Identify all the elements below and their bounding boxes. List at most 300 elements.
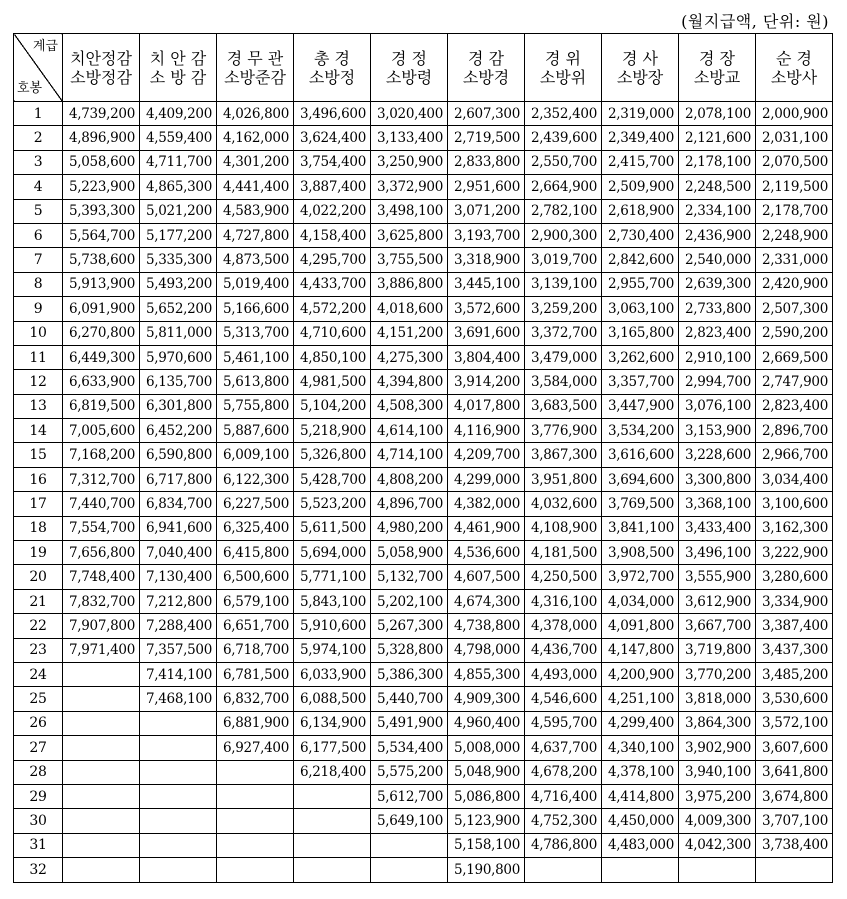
salary-cell: 4,483,000 bbox=[602, 833, 679, 857]
salary-cell bbox=[217, 858, 294, 882]
salary-cell: 4,716,400 bbox=[525, 784, 602, 808]
salary-cell: 3,076,100 bbox=[679, 394, 756, 418]
salary-cell: 3,625,800 bbox=[371, 223, 448, 247]
salary-cell: 6,325,400 bbox=[217, 516, 294, 540]
salary-cell: 3,372,700 bbox=[525, 321, 602, 345]
salary-cell: 4,151,200 bbox=[371, 321, 448, 345]
salary-cell bbox=[140, 858, 217, 882]
salary-cell: 3,479,000 bbox=[525, 345, 602, 369]
salary-cell: 6,088,500 bbox=[294, 687, 371, 711]
salary-cell: 4,394,800 bbox=[371, 370, 448, 394]
salary-cell bbox=[63, 784, 140, 808]
salary-cell bbox=[63, 809, 140, 833]
salary-cell: 2,733,800 bbox=[679, 297, 756, 321]
salary-cell: 5,021,200 bbox=[140, 199, 217, 223]
salary-cell: 3,222,900 bbox=[756, 541, 833, 565]
salary-cell: 3,572,100 bbox=[756, 711, 833, 735]
table-row bbox=[14, 492, 833, 516]
salary-cell: 5,613,800 bbox=[217, 370, 294, 394]
salary-cell: 6,227,500 bbox=[217, 492, 294, 516]
salary-cell: 5,694,000 bbox=[294, 541, 371, 565]
salary-cell bbox=[294, 809, 371, 833]
table-row bbox=[14, 175, 833, 199]
salary-cell: 5,202,100 bbox=[371, 589, 448, 613]
salary-cell: 6,881,900 bbox=[217, 711, 294, 735]
salary-cell: 3,139,100 bbox=[525, 272, 602, 296]
salary-cell: 3,612,900 bbox=[679, 589, 756, 613]
table-row bbox=[14, 126, 833, 150]
salary-cell: 5,058,600 bbox=[63, 150, 140, 174]
salary-cell: 3,498,100 bbox=[371, 199, 448, 223]
salary-cell bbox=[371, 858, 448, 882]
salary-cell: 3,738,400 bbox=[756, 833, 833, 857]
salary-cell: 4,798,000 bbox=[448, 638, 525, 662]
salary-cell: 3,445,100 bbox=[448, 272, 525, 296]
salary-cell: 6,134,900 bbox=[294, 711, 371, 735]
salary-cell: 7,468,100 bbox=[140, 687, 217, 711]
table-row bbox=[14, 394, 833, 418]
salary-cell: 3,864,300 bbox=[679, 711, 756, 735]
salary-cell: 2,119,500 bbox=[756, 175, 833, 199]
fire-rank-label: 소방정 bbox=[308, 67, 356, 87]
salary-cell: 3,770,200 bbox=[679, 662, 756, 686]
salary-cell: 3,034,400 bbox=[756, 467, 833, 491]
salary-cell: 5,166,600 bbox=[217, 297, 294, 321]
salary-cell: 5,267,300 bbox=[371, 614, 448, 638]
salary-cell: 2,178,100 bbox=[679, 150, 756, 174]
salary-cell bbox=[294, 833, 371, 857]
step-number-cell: 3 bbox=[14, 150, 63, 174]
salary-cell: 5,058,900 bbox=[371, 541, 448, 565]
salary-cell: 3,165,800 bbox=[602, 321, 679, 345]
salary-cell: 2,607,300 bbox=[448, 102, 525, 126]
salary-cell: 7,005,600 bbox=[63, 419, 140, 443]
salary-cell: 5,335,300 bbox=[140, 248, 217, 272]
step-number-cell: 17 bbox=[14, 492, 63, 516]
salary-cell: 4,865,300 bbox=[140, 175, 217, 199]
salary-cell: 3,020,400 bbox=[371, 102, 448, 126]
police-rank-label: 치 안 감 bbox=[149, 48, 207, 68]
salary-cell: 3,262,600 bbox=[602, 345, 679, 369]
salary-cell: 3,754,400 bbox=[294, 150, 371, 174]
salary-cell: 2,248,500 bbox=[679, 175, 756, 199]
rank-label: 계급 bbox=[32, 39, 58, 54]
salary-cell: 3,886,800 bbox=[371, 272, 448, 296]
salary-cell bbox=[140, 784, 217, 808]
salary-cell: 3,951,800 bbox=[525, 467, 602, 491]
salary-cell: 7,832,700 bbox=[63, 589, 140, 613]
salary-cell: 4,711,700 bbox=[140, 150, 217, 174]
step-number-cell: 2 bbox=[14, 126, 63, 150]
salary-cell: 4,873,500 bbox=[217, 248, 294, 272]
salary-cell: 3,387,400 bbox=[756, 614, 833, 638]
table-row bbox=[14, 687, 833, 711]
police-rank-label: 경 무 관 bbox=[226, 48, 284, 68]
table-row bbox=[14, 784, 833, 808]
salary-cell: 2,415,700 bbox=[602, 150, 679, 174]
salary-cell: 5,974,100 bbox=[294, 638, 371, 662]
salary-table bbox=[13, 33, 833, 883]
step-number-cell: 26 bbox=[14, 711, 63, 735]
salary-cell: 5,313,700 bbox=[217, 321, 294, 345]
salary-cell: 3,572,600 bbox=[448, 297, 525, 321]
salary-cell: 5,493,200 bbox=[140, 272, 217, 296]
salary-cell: 3,100,600 bbox=[756, 492, 833, 516]
salary-cell: 5,326,800 bbox=[294, 443, 371, 467]
salary-cell: 3,496,600 bbox=[294, 102, 371, 126]
salary-cell: 3,641,800 bbox=[756, 760, 833, 784]
salary-cell: 5,428,700 bbox=[294, 467, 371, 491]
salary-cell: 4,546,600 bbox=[525, 687, 602, 711]
salary-cell: 5,738,600 bbox=[63, 248, 140, 272]
salary-cell: 4,316,100 bbox=[525, 589, 602, 613]
table-row bbox=[14, 223, 833, 247]
salary-cell: 2,747,900 bbox=[756, 370, 833, 394]
table-row bbox=[14, 150, 833, 174]
salary-cell: 5,755,800 bbox=[217, 394, 294, 418]
salary-cell: 2,966,700 bbox=[756, 443, 833, 467]
salary-cell: 4,738,800 bbox=[448, 614, 525, 638]
salary-cell: 4,607,500 bbox=[448, 565, 525, 589]
step-number-cell: 14 bbox=[14, 419, 63, 443]
fire-rank-label: 소방사 bbox=[770, 67, 818, 87]
fire-rank-label: 소방정감 bbox=[70, 67, 132, 87]
salary-cell: 7,168,200 bbox=[63, 443, 140, 467]
salary-cell bbox=[63, 711, 140, 735]
salary-cell: 5,534,400 bbox=[371, 736, 448, 760]
column-header bbox=[63, 34, 140, 102]
salary-cell: 3,694,600 bbox=[602, 467, 679, 491]
salary-cell: 2,031,100 bbox=[756, 126, 833, 150]
salary-cell: 5,910,600 bbox=[294, 614, 371, 638]
salary-cell: 3,804,400 bbox=[448, 345, 525, 369]
salary-cell bbox=[63, 833, 140, 857]
salary-cell bbox=[140, 833, 217, 857]
police-rank-label: 경 사 bbox=[622, 48, 658, 68]
table-row bbox=[14, 809, 833, 833]
salary-cell: 6,135,700 bbox=[140, 370, 217, 394]
salary-cell: 3,683,500 bbox=[525, 394, 602, 418]
fire-rank-label: 소 방 감 bbox=[149, 67, 207, 87]
salary-cell: 3,071,200 bbox=[448, 199, 525, 223]
step-number-cell: 22 bbox=[14, 614, 63, 638]
salary-cell: 2,436,900 bbox=[679, 223, 756, 247]
corner-header-cell bbox=[14, 34, 63, 102]
step-number-cell: 13 bbox=[14, 394, 63, 418]
salary-cell: 4,714,100 bbox=[371, 443, 448, 467]
police-rank-label: 순 경 bbox=[776, 48, 812, 68]
salary-cell: 6,301,800 bbox=[140, 394, 217, 418]
salary-cell bbox=[525, 858, 602, 882]
salary-cell: 4,026,800 bbox=[217, 102, 294, 126]
table-row bbox=[14, 541, 833, 565]
salary-cell: 5,491,900 bbox=[371, 711, 448, 735]
step-number-cell: 7 bbox=[14, 248, 63, 272]
salary-cell: 2,730,400 bbox=[602, 223, 679, 247]
salary-cell: 5,019,400 bbox=[217, 272, 294, 296]
police-rank-label: 총 경 bbox=[314, 48, 350, 68]
salary-cell: 4,674,300 bbox=[448, 589, 525, 613]
salary-cell bbox=[63, 760, 140, 784]
step-number-cell: 12 bbox=[14, 370, 63, 394]
salary-cell: 4,614,100 bbox=[371, 419, 448, 443]
salary-cell: 4,508,300 bbox=[371, 394, 448, 418]
table-row bbox=[14, 248, 833, 272]
column-header bbox=[448, 34, 525, 102]
salary-cell: 6,834,700 bbox=[140, 492, 217, 516]
fire-rank-label: 소방준감 bbox=[224, 67, 286, 87]
salary-cell: 2,439,600 bbox=[525, 126, 602, 150]
salary-cell: 5,177,200 bbox=[140, 223, 217, 247]
salary-cell: 2,823,400 bbox=[756, 394, 833, 418]
salary-cell: 4,450,000 bbox=[602, 809, 679, 833]
table-row bbox=[14, 516, 833, 540]
table-row bbox=[14, 638, 833, 662]
salary-cell: 2,719,500 bbox=[448, 126, 525, 150]
salary-cell: 4,295,700 bbox=[294, 248, 371, 272]
column-header bbox=[371, 34, 448, 102]
step-number-cell: 11 bbox=[14, 345, 63, 369]
salary-cell: 2,664,900 bbox=[525, 175, 602, 199]
salary-cell: 3,063,100 bbox=[602, 297, 679, 321]
table-row bbox=[14, 833, 833, 857]
salary-cell: 3,616,600 bbox=[602, 443, 679, 467]
salary-cell: 3,914,200 bbox=[448, 370, 525, 394]
salary-cell: 7,971,400 bbox=[63, 638, 140, 662]
salary-cell: 3,162,300 bbox=[756, 516, 833, 540]
salary-cell: 3,908,500 bbox=[602, 541, 679, 565]
salary-cell: 3,769,500 bbox=[602, 492, 679, 516]
salary-cell: 3,818,000 bbox=[679, 687, 756, 711]
salary-cell: 2,319,000 bbox=[602, 102, 679, 126]
salary-cell: 4,382,000 bbox=[448, 492, 525, 516]
salary-cell: 5,649,100 bbox=[371, 809, 448, 833]
salary-cell: 4,009,300 bbox=[679, 809, 756, 833]
table-row bbox=[14, 589, 833, 613]
salary-cell: 4,461,900 bbox=[448, 516, 525, 540]
salary-cell: 7,288,400 bbox=[140, 614, 217, 638]
salary-cell: 2,639,300 bbox=[679, 272, 756, 296]
salary-cell: 6,941,600 bbox=[140, 516, 217, 540]
salary-cell: 5,913,900 bbox=[63, 272, 140, 296]
step-number-cell: 4 bbox=[14, 175, 63, 199]
salary-cell bbox=[140, 760, 217, 784]
salary-cell bbox=[217, 809, 294, 833]
salary-cell: 3,555,900 bbox=[679, 565, 756, 589]
fire-rank-label: 소방령 bbox=[385, 67, 433, 87]
table-row bbox=[14, 467, 833, 491]
salary-cell: 3,250,900 bbox=[371, 150, 448, 174]
salary-cell: 3,584,000 bbox=[525, 370, 602, 394]
salary-cell: 2,550,700 bbox=[525, 150, 602, 174]
salary-cell: 4,896,700 bbox=[371, 492, 448, 516]
salary-cell: 2,331,000 bbox=[756, 248, 833, 272]
salary-cell: 5,575,200 bbox=[371, 760, 448, 784]
salary-cell: 4,637,700 bbox=[525, 736, 602, 760]
salary-cell: 4,572,200 bbox=[294, 297, 371, 321]
salary-cell: 5,218,900 bbox=[294, 419, 371, 443]
salary-cell: 6,270,800 bbox=[63, 321, 140, 345]
table-row bbox=[14, 760, 833, 784]
salary-cell: 6,009,100 bbox=[217, 443, 294, 467]
column-header bbox=[217, 34, 294, 102]
salary-cell: 3,368,100 bbox=[679, 492, 756, 516]
salary-cell: 5,008,000 bbox=[448, 736, 525, 760]
salary-cell: 2,349,400 bbox=[602, 126, 679, 150]
table-row bbox=[14, 370, 833, 394]
salary-cell: 5,123,900 bbox=[448, 809, 525, 833]
salary-cell: 5,771,100 bbox=[294, 565, 371, 589]
salary-cell: 5,523,200 bbox=[294, 492, 371, 516]
table-row bbox=[14, 102, 833, 126]
step-number-cell: 28 bbox=[14, 760, 63, 784]
salary-cell: 6,033,900 bbox=[294, 662, 371, 686]
salary-cell: 2,842,600 bbox=[602, 248, 679, 272]
salary-cell: 3,153,900 bbox=[679, 419, 756, 443]
salary-cell bbox=[63, 858, 140, 882]
salary-cell: 5,612,700 bbox=[371, 784, 448, 808]
column-header bbox=[679, 34, 756, 102]
table-row bbox=[14, 345, 833, 369]
table-body bbox=[14, 102, 833, 883]
salary-cell: 4,896,900 bbox=[63, 126, 140, 150]
salary-cell: 3,607,600 bbox=[756, 736, 833, 760]
salary-cell bbox=[63, 687, 140, 711]
salary-cell: 4,727,800 bbox=[217, 223, 294, 247]
salary-cell: 6,415,800 bbox=[217, 541, 294, 565]
table-row bbox=[14, 614, 833, 638]
salary-cell: 4,108,900 bbox=[525, 516, 602, 540]
step-number-cell: 19 bbox=[14, 541, 63, 565]
salary-cell: 3,228,600 bbox=[679, 443, 756, 467]
step-number-cell: 9 bbox=[14, 297, 63, 321]
salary-cell: 5,461,100 bbox=[217, 345, 294, 369]
salary-cell: 3,902,900 bbox=[679, 736, 756, 760]
salary-cell: 4,091,800 bbox=[602, 614, 679, 638]
table-row bbox=[14, 662, 833, 686]
salary-cell: 2,951,600 bbox=[448, 175, 525, 199]
salary-cell: 4,710,600 bbox=[294, 321, 371, 345]
table-row bbox=[14, 419, 833, 443]
salary-cell: 3,867,300 bbox=[525, 443, 602, 467]
step-number-cell: 29 bbox=[14, 784, 63, 808]
salary-cell: 4,678,200 bbox=[525, 760, 602, 784]
salary-cell: 4,409,200 bbox=[140, 102, 217, 126]
salary-cell: 7,130,400 bbox=[140, 565, 217, 589]
salary-cell: 6,633,900 bbox=[63, 370, 140, 394]
salary-cell: 5,440,700 bbox=[371, 687, 448, 711]
salary-cell: 4,299,000 bbox=[448, 467, 525, 491]
salary-cell: 2,955,700 bbox=[602, 272, 679, 296]
salary-cell: 4,583,900 bbox=[217, 199, 294, 223]
police-rank-label: 경 정 bbox=[391, 48, 427, 68]
salary-cell: 4,981,500 bbox=[294, 370, 371, 394]
salary-cell: 2,248,900 bbox=[756, 223, 833, 247]
step-label: 호봉 bbox=[17, 81, 43, 96]
salary-cell: 2,823,400 bbox=[679, 321, 756, 345]
step-number-cell: 6 bbox=[14, 223, 63, 247]
salary-cell: 2,070,500 bbox=[756, 150, 833, 174]
salary-cell: 4,042,300 bbox=[679, 833, 756, 857]
salary-cell: 2,910,100 bbox=[679, 345, 756, 369]
salary-cell: 5,970,600 bbox=[140, 345, 217, 369]
salary-cell: 3,433,400 bbox=[679, 516, 756, 540]
salary-cell bbox=[679, 858, 756, 882]
salary-cell: 7,554,700 bbox=[63, 516, 140, 540]
salary-cell: 3,447,900 bbox=[602, 394, 679, 418]
step-number-cell: 25 bbox=[14, 687, 63, 711]
step-number-cell: 1 bbox=[14, 102, 63, 126]
salary-cell bbox=[217, 784, 294, 808]
salary-cell: 5,190,800 bbox=[448, 858, 525, 882]
salary-cell: 3,674,800 bbox=[756, 784, 833, 808]
salary-cell: 3,193,700 bbox=[448, 223, 525, 247]
salary-cell: 4,441,400 bbox=[217, 175, 294, 199]
salary-cell: 4,493,000 bbox=[525, 662, 602, 686]
salary-cell: 6,832,700 bbox=[217, 687, 294, 711]
column-header bbox=[756, 34, 833, 102]
salary-cell: 4,162,000 bbox=[217, 126, 294, 150]
salary-cell: 4,559,400 bbox=[140, 126, 217, 150]
salary-cell: 4,181,500 bbox=[525, 541, 602, 565]
salary-cell: 4,116,900 bbox=[448, 419, 525, 443]
salary-cell: 4,017,800 bbox=[448, 394, 525, 418]
salary-cell: 2,509,900 bbox=[602, 175, 679, 199]
salary-cell: 7,212,800 bbox=[140, 589, 217, 613]
salary-cell: 5,843,100 bbox=[294, 589, 371, 613]
salary-cell: 3,972,700 bbox=[602, 565, 679, 589]
salary-cell: 5,386,300 bbox=[371, 662, 448, 686]
salary-cell bbox=[756, 858, 833, 882]
salary-cell: 3,841,100 bbox=[602, 516, 679, 540]
salary-cell: 3,019,700 bbox=[525, 248, 602, 272]
fire-rank-label: 소방교 bbox=[693, 67, 741, 87]
salary-cell: 6,091,900 bbox=[63, 297, 140, 321]
salary-cell: 6,500,600 bbox=[217, 565, 294, 589]
step-number-cell: 5 bbox=[14, 199, 63, 223]
column-header bbox=[602, 34, 679, 102]
salary-cell: 4,034,000 bbox=[602, 589, 679, 613]
salary-cell: 6,927,400 bbox=[217, 736, 294, 760]
salary-cell: 4,158,400 bbox=[294, 223, 371, 247]
salary-cell: 5,393,300 bbox=[63, 199, 140, 223]
salary-cell bbox=[140, 711, 217, 735]
salary-cell: 4,808,200 bbox=[371, 467, 448, 491]
salary-cell: 6,781,500 bbox=[217, 662, 294, 686]
salary-cell: 7,907,800 bbox=[63, 614, 140, 638]
police-rank-label: 경 감 bbox=[468, 48, 504, 68]
salary-cell: 4,739,200 bbox=[63, 102, 140, 126]
salary-cell: 3,624,400 bbox=[294, 126, 371, 150]
salary-cell: 4,032,600 bbox=[525, 492, 602, 516]
salary-cell: 2,540,000 bbox=[679, 248, 756, 272]
salary-cell: 6,819,500 bbox=[63, 394, 140, 418]
salary-cell: 2,669,500 bbox=[756, 345, 833, 369]
salary-cell: 4,340,100 bbox=[602, 736, 679, 760]
salary-cell: 3,259,200 bbox=[525, 297, 602, 321]
salary-cell: 3,707,100 bbox=[756, 809, 833, 833]
salary-cell: 4,250,500 bbox=[525, 565, 602, 589]
salary-cell: 4,909,300 bbox=[448, 687, 525, 711]
salary-cell: 7,414,100 bbox=[140, 662, 217, 686]
step-number-cell: 16 bbox=[14, 467, 63, 491]
salary-cell: 7,748,400 bbox=[63, 565, 140, 589]
column-header bbox=[140, 34, 217, 102]
salary-cell: 4,251,100 bbox=[602, 687, 679, 711]
salary-cell: 2,994,700 bbox=[679, 370, 756, 394]
step-number-cell: 31 bbox=[14, 833, 63, 857]
salary-cell: 4,850,100 bbox=[294, 345, 371, 369]
